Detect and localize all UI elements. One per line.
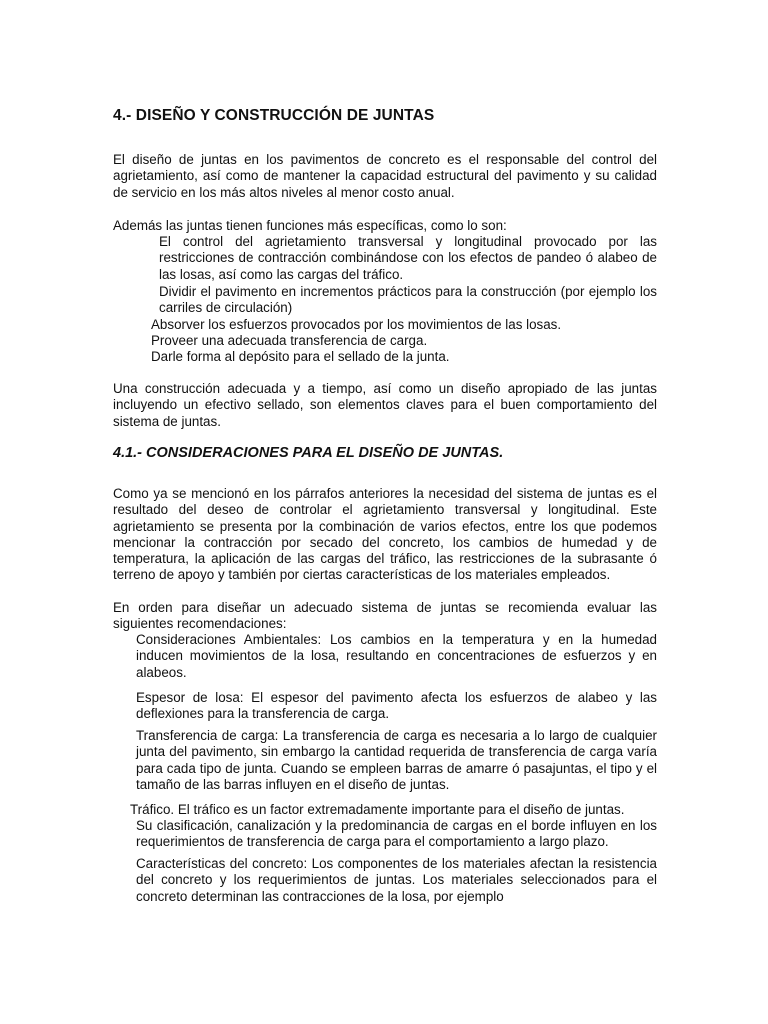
intro-paragraph: El diseño de juntas en los pavimentos de concreto es el responsable del control del agrietamiento, así como de mantener la capacidad estructural del pavimento y su calidad de servicio en los más altos niveles al menor costo anual. bbox=[113, 152, 657, 200]
consideration-item: Transferencia de carga: La transferencia de carga es necesaria a lo largo de cualquier junta del pavimento, sin embargo la cantidad requerida de transferencia de carga varía para cada tipo de junta. Cuando se empleen barras de amarre ó pasajuntas, el tipo y el tamaño de las barras influyen en el diseño de juntas. bbox=[136, 728, 657, 792]
causes-paragraph: Como ya se mencionó en los párrafos anteriores la necesidad del sistema de juntas es el resultado del deseo de controlar el agrietamiento transversal y longitudinal. Este agrietamiento se presenta por la combinación de varios efectos, entre los que podemos mencionar la contracción por secado del concreto, los cambios de humedad y de temperatura, la aplicación de las cargas del tráfico, las restricciones de la subrasante ó terreno de apoyo y también por ciertas características de los materiales empleados. bbox=[113, 486, 657, 583]
section-heading: 4.- DISEÑO Y CONSTRUCCIÓN DE JUNTAS bbox=[113, 107, 435, 124]
subsection-heading: 4.1.- CONSIDERACIONES PARA EL DISEÑO DE JUNTAS. bbox=[113, 445, 504, 461]
function-item: Absorver los esfuerzos provocados por los movimientos de las losas. bbox=[151, 317, 562, 332]
consideration-item: Consideraciones Ambientales: Los cambios en la temperatura y en la humedad inducen movimientos de la losa, resultando en concentraciones de esfuerzos y en alabeos. bbox=[136, 632, 657, 680]
consideration-item: Características del concreto: Los componentes de los materiales afectan la resistencia del concreto y los requerimientos de juntas. Los materiales seleccionados para el concreto determinan las contracciones de la losa, por ejemplo bbox=[136, 856, 657, 904]
consideration-item: Espesor de losa: El espesor del pavimento afecta los esfuerzos de alabeo y las deflexiones para la transferencia de carga. bbox=[136, 690, 657, 722]
function-item: Proveer una adecuada transferencia de carga. bbox=[151, 333, 428, 348]
construction-paragraph: Una construcción adecuada y a tiempo, así como un diseño apropiado de las juntas incluyendo un efectivo sellado, son elementos claves para el buen comportamiento del sistema de juntas. bbox=[113, 381, 657, 429]
function-item: Darle forma al depósito para el sellado de la junta. bbox=[151, 349, 450, 364]
consideration-item: Tráfico. El tráfico es un factor extremadamente importante para el diseño de juntas. bbox=[130, 802, 625, 817]
function-item: El control del agrietamiento transversal y longitudinal provocado por las restricciones de contracción combinándose con los efectos de pandeo ó alabeo de las losas, así como las cargas del tráfico. bbox=[159, 234, 657, 282]
function-item: Dividir el pavimento en incrementos prácticos para la construcción (por ejemplo los carriles de circulación) bbox=[159, 284, 657, 316]
consideration-item: Su clasificación, canalización y la predominancia de cargas en el borde influyen en los requerimientos de transferencia de carga para el comportamiento a largo plazo. bbox=[136, 818, 657, 850]
recommend-intro: En orden para diseñar un adecuado sistema de juntas se recomienda evaluar las siguientes recomendaciones: bbox=[113, 600, 657, 632]
functions-intro: Además las juntas tienen funciones más específicas, como lo son: bbox=[113, 218, 507, 233]
